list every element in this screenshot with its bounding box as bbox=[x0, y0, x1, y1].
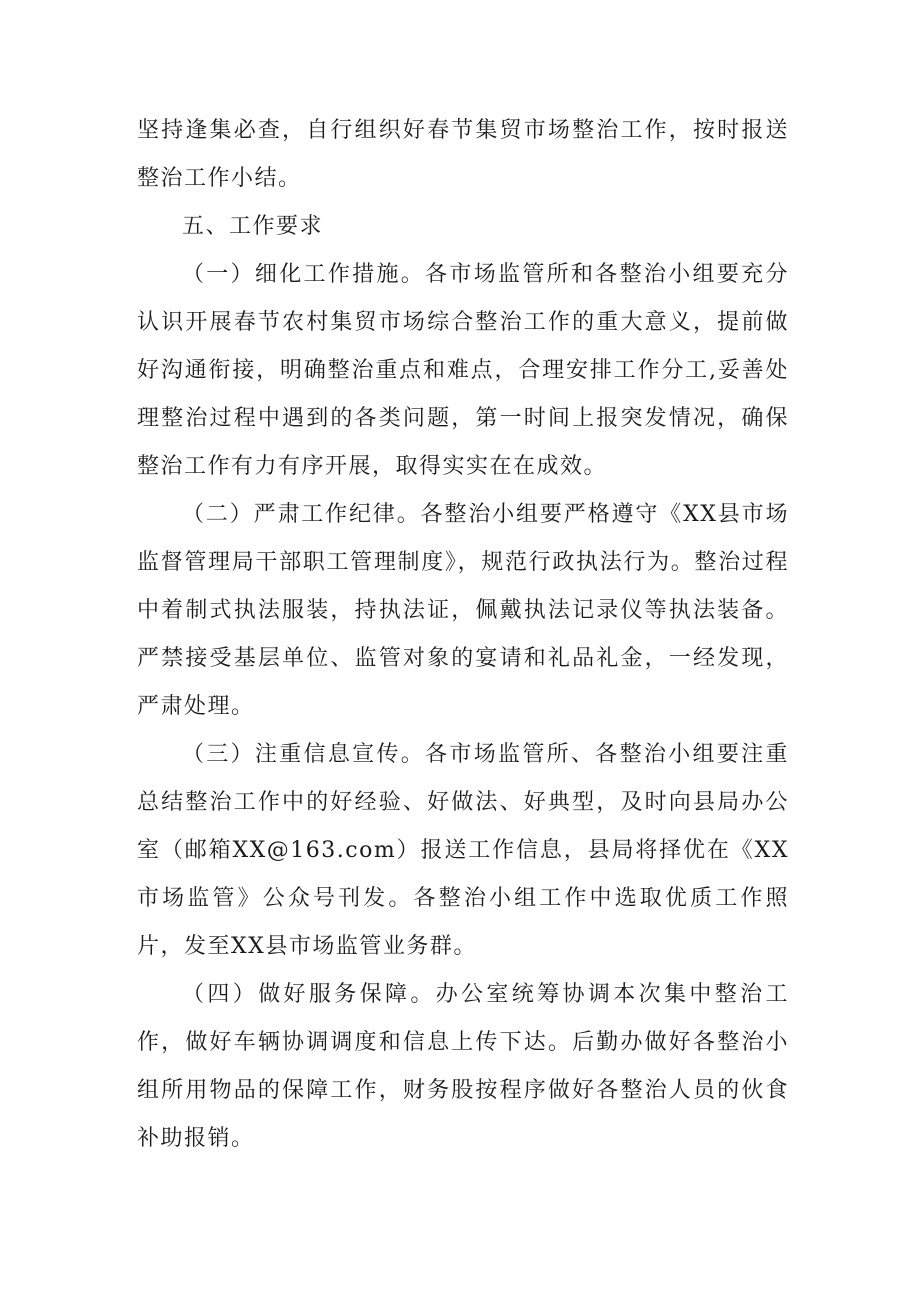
document-body bbox=[137, 107, 789, 1163]
paragraph-info-publicity: （三）注重信息宣传。各市场监管所、各整治小组要注重总结整治工作中的好经验、好做法、好典型，及时向县局办公室（邮箱XX@163.com）报送工作信息，县局将择优在《XX市场监管》公众号刊发。各整治小组工作中选取优质工作照片，发至XX县市场监管业务群。 bbox=[137, 742, 789, 959]
paragraph-service-support: （四）做好服务保障。办公室统筹协调本次集中整治工作，做好车辆协调调度和信息上传下达。后勤办做好各整治小组所用物品的保障工作，财务股按程序做好各整治人员的伙食补助报销。 bbox=[137, 982, 789, 1151]
paragraph-continuation: 坚持逢集必查，自行组织好春节集贸市场整治工作，按时报送整治工作小结。 bbox=[137, 118, 789, 191]
paragraph-work-discipline: （二）严肃工作纪律。各整治小组要严格遵守《XX县市场监督管理局干部职工管理制度》，规范行政执法行为。整治过程中着制式执法服装，持执法证，佩戴执法记录仪等执法装备。严禁接受基层单位、监管对象的宴请和礼品礼金，一经发现，严肃处理。 bbox=[137, 502, 789, 719]
paragraph-work-measures: （一）细化工作措施。各市场监管所和各整治小组要充分认识开展春节农村集贸市场综合整治工作的重大意义，提前做好沟通衔接，明确整治重点和难点，合理安排工作分工,妥善处理整治过程中遇到的各类问题，第一时间上报突发情况，确保整治工作有力有序开展，取得实实在在成效。 bbox=[137, 262, 789, 479]
section-heading: 五、工作要求 bbox=[182, 214, 324, 239]
